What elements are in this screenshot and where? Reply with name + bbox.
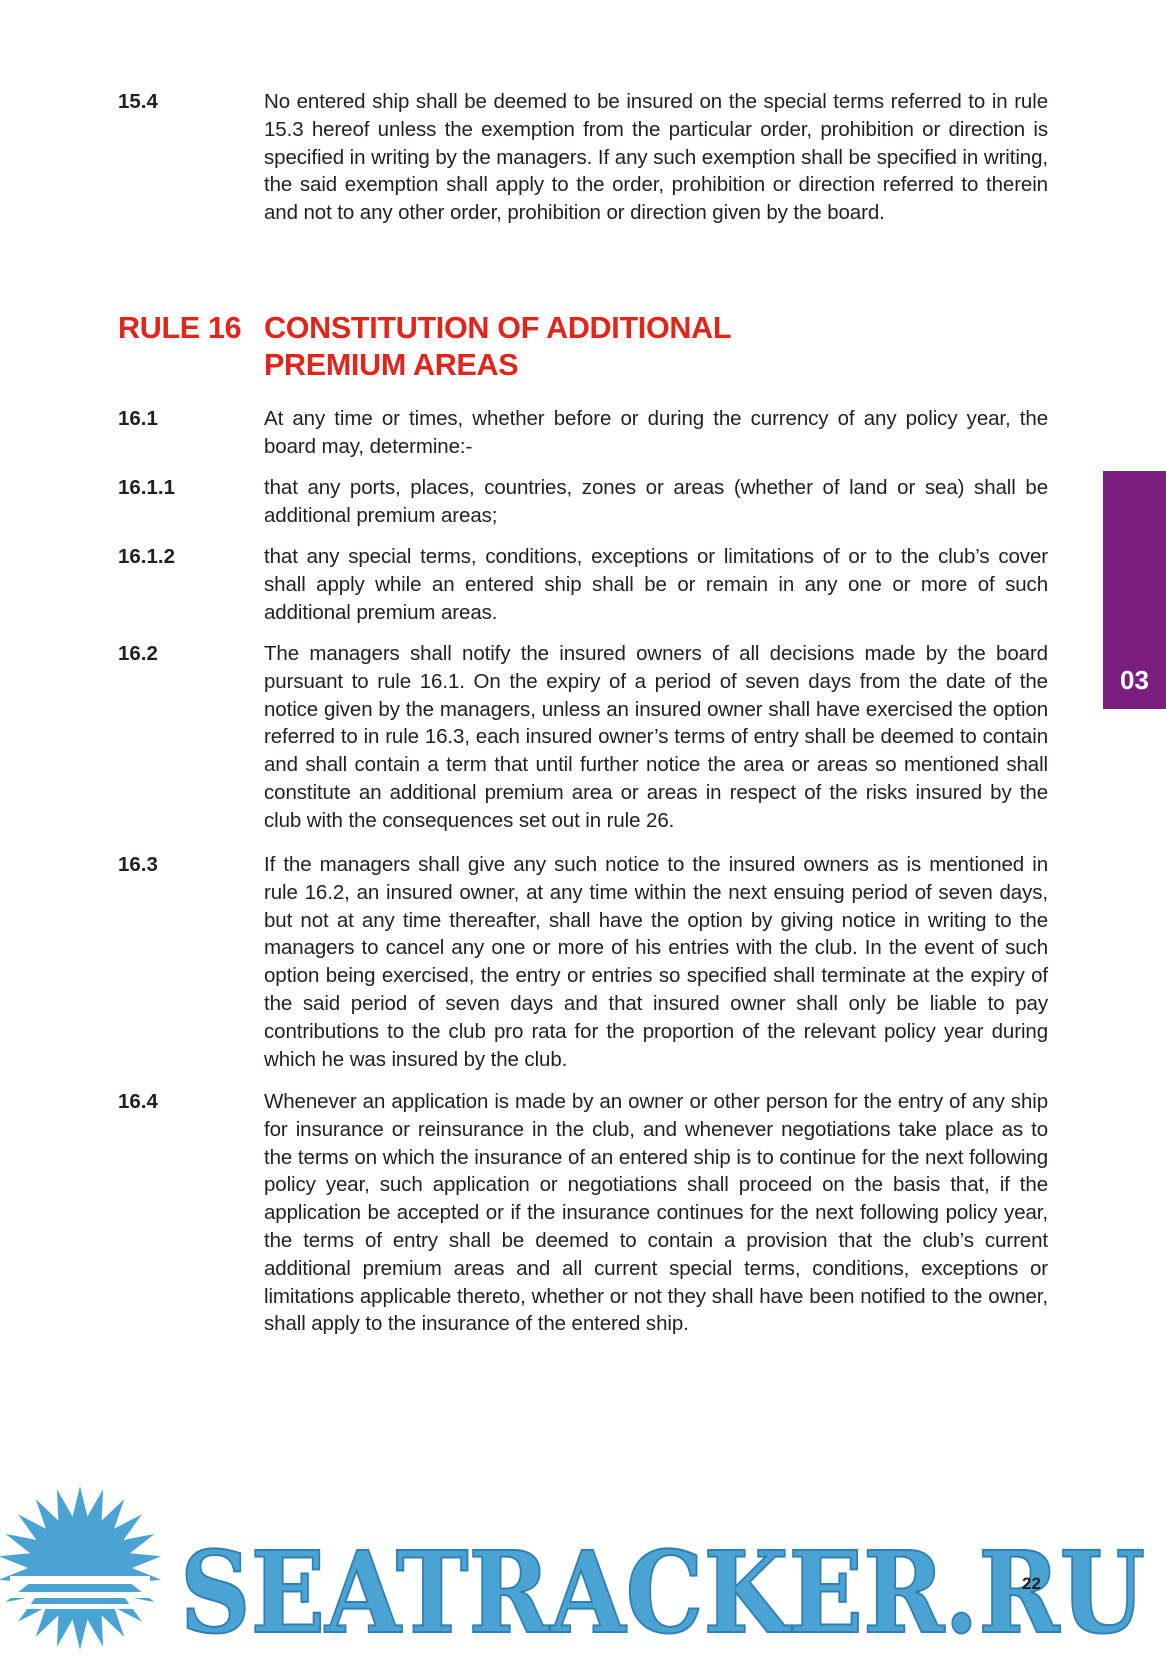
- clause-text: Whenever an application is made by an owner or other person for the entry of any ship for insurance or reinsurance in the club, and whenever negotiations take place as to the terms on which the insurance of an entered ship is to continue for the next following policy year, such application or negotiations shall proceed on the basis that, if the application be accepted or if the insurance continues for the next following policy year, the terms of entry shall be deemed to contain a provision that the club’s current additional premium areas and all current special terms, conditions, exceptions or limitations applicable thereto, whether or not they shall have been notified to the owner, shall apply to the insurance of the entered ship.: [264, 1090, 1048, 1336]
- page-number: 22: [1022, 1574, 1041, 1593]
- clause-16-3: [118, 851, 1048, 1073]
- watermark: [0, 1480, 1166, 1654]
- rule-title: CONSTITUTION OF ADDITIONAL PREMIUM AREAS: [264, 311, 731, 382]
- section-tab: [1103, 471, 1166, 709]
- clause-text: At any time or times, whether before or during the currency of any policy year, the board may, determine:-: [264, 407, 1048, 458]
- clause-text: If the managers shall give any such notice to the insured owners as is mentioned in rule 16.2, an insured owner, at any time within the next ensuing period of seven days, but not at any time thereafter, shall have the option by giving notice in writing to the managers to cancel any one or more of his entries with the club. In the event of such option being exercised, the entry or entries so specified shall terminate at the expiry of the said period of seven days and that insured owner shall only be liable to pay contributions to the club pro rata for the proportion of the relevant policy year during which he was insured by the club.: [264, 853, 1048, 1071]
- clause-text: No entered ship shall be deemed to be insured on the special terms referred to in rule 15.3 hereof unless the exemption from the particular order, prohibition or direction is specified in writing by the managers. If any such exemption shall be specified in writing, the said exemption shall apply to the order, prohibition or direction referred to therein and not to any other order, prohibition or direction given by the board.: [264, 90, 1048, 225]
- clause-text: that any ports, places, countries, zones or areas (whether of land or sea) shall be additional premium areas;: [264, 476, 1048, 527]
- clause-number: 16.2: [118, 642, 158, 665]
- clause-number: 16.4: [118, 1090, 158, 1113]
- clause-number: 16.1.2: [118, 545, 175, 568]
- rule-heading: [118, 310, 824, 384]
- section-tab-label: 03: [1120, 665, 1149, 695]
- clause-16-4: [118, 1088, 1048, 1338]
- clause-number: 15.4: [118, 90, 158, 113]
- clause-text: that any special terms, conditions, exceptions or limitations of or to the club’s cover shall apply while an entered ship shall be or remain in any one or more of such additional premium areas.: [264, 545, 1048, 624]
- watermark-text: SEATRACKER.RU: [180, 1528, 1145, 1654]
- clause-16-1: [118, 405, 1048, 461]
- clause-16-1-2: [118, 543, 1048, 626]
- clause-number: 16.3: [118, 853, 158, 876]
- sun-icon: [0, 1486, 161, 1650]
- clause-16-1-1: [118, 474, 1048, 530]
- watermark-graphic: [0, 1480, 1166, 1654]
- clause-16-2: [118, 640, 1048, 835]
- clause-number: 16.1.1: [118, 476, 175, 499]
- rule-number: RULE 16: [118, 311, 242, 345]
- clause-number: 16.1: [118, 407, 158, 430]
- clause-text: The managers shall notify the insured owners of all decisions made by the board pursuant to rule 16.1. On the expiry of a period of seven days from the date of the notice given by the managers, unless an insured owner shall have exercised the option referred to in rule 16.3, each insured owner’s terms of entry shall be deemed to contain and shall contain a term that until further notice the area or areas so mentioned shall constitute an additional premium area or areas in respect of the risks insured by the club with the consequences set out in rule 26.: [264, 642, 1048, 832]
- clause-15-4: [118, 88, 1048, 227]
